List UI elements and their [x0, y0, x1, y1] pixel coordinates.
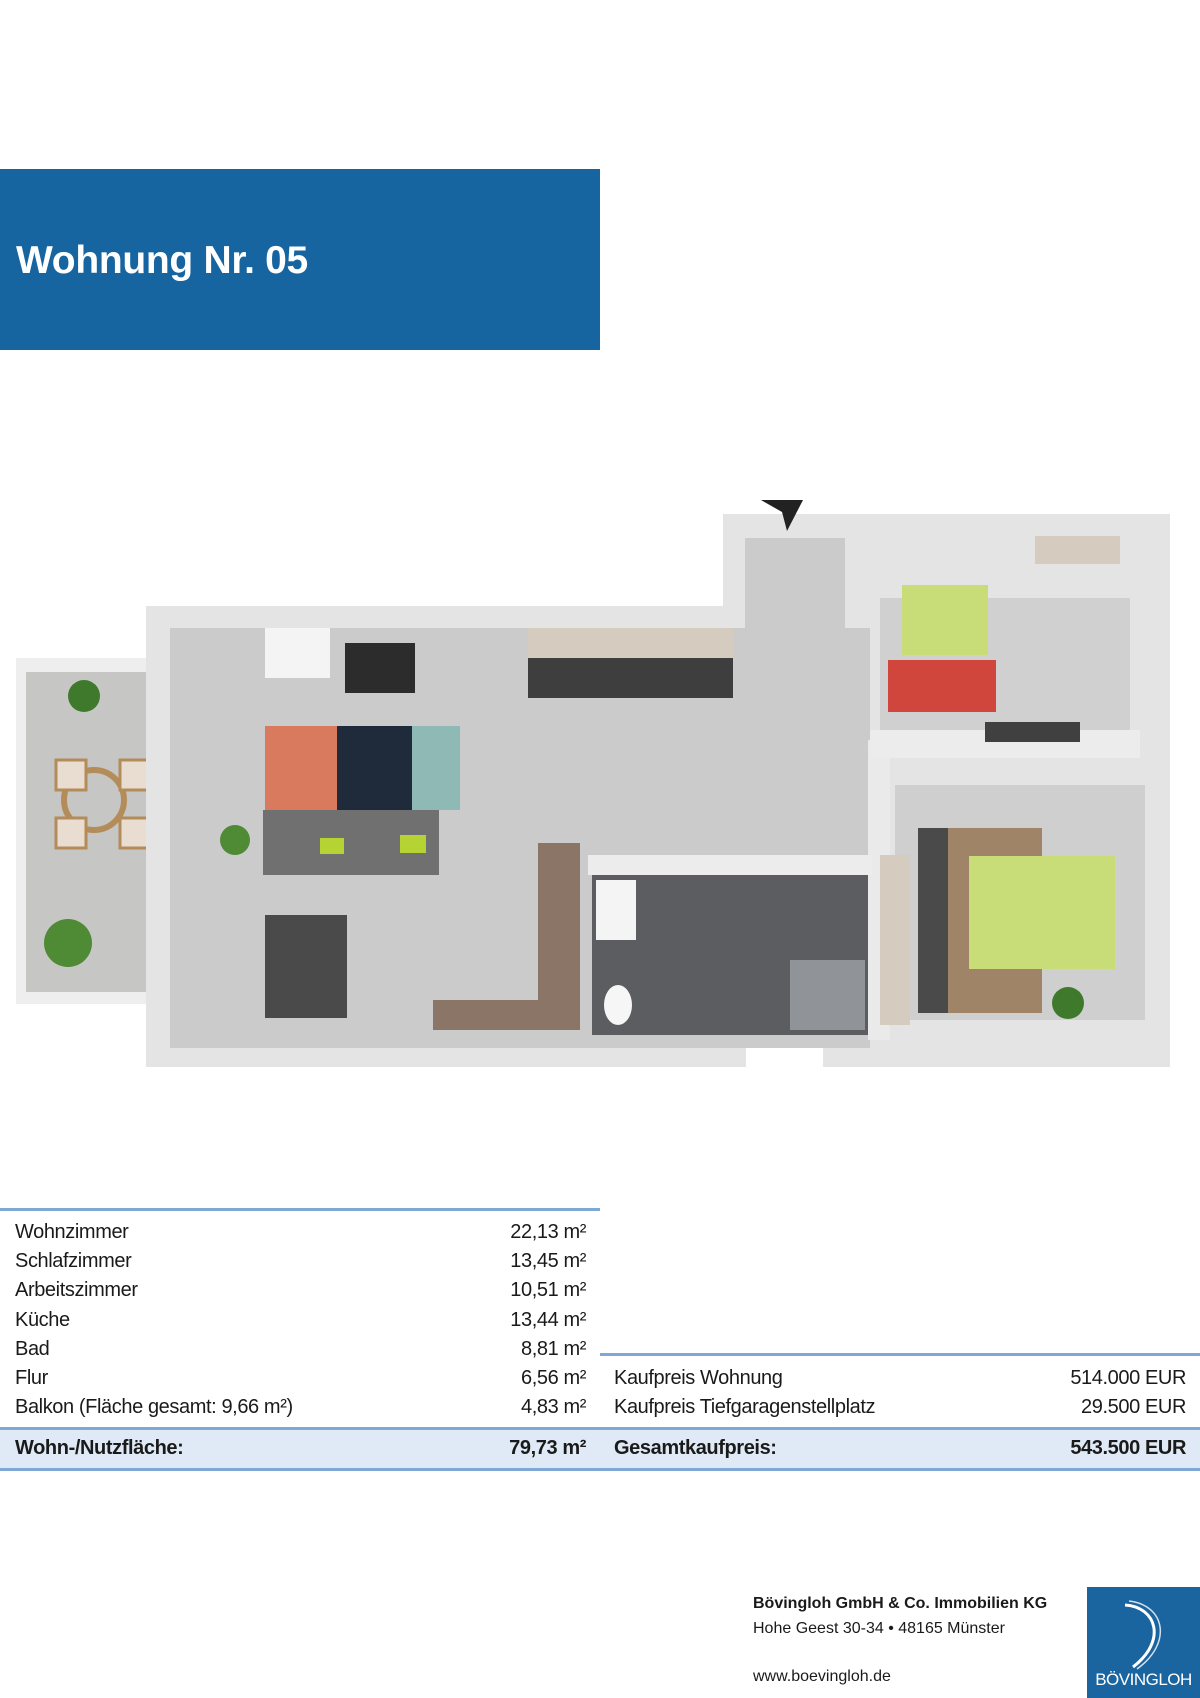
total-price-value: 543.500 EUR — [1070, 1437, 1186, 1459]
company-logo — [1087, 1587, 1200, 1698]
area-label: Flur — [15, 1367, 48, 1389]
plant-icon — [68, 680, 100, 712]
logo-arc-icon — [1087, 1591, 1200, 1671]
bathroom — [588, 855, 872, 1035]
total-area-value: 79,73 m² — [509, 1437, 586, 1459]
floor-plan — [0, 490, 1200, 1080]
title-banner — [0, 169, 600, 350]
area-label: Balkon (Fläche gesamt: 9,66 m²) — [15, 1396, 293, 1418]
area-label: Schlafzimmer — [15, 1250, 132, 1272]
plant-icon — [220, 825, 250, 855]
price-label: Kaufpreis Tiefgaragenstellplatz — [614, 1396, 876, 1418]
price-value: 514.000 EUR — [1070, 1367, 1186, 1389]
plant-icon — [1052, 987, 1084, 1019]
logo-text: BÖVINGLOH — [1095, 1670, 1192, 1689]
area-row — [15, 1335, 586, 1364]
dining-table — [265, 915, 347, 1018]
total-area-row — [15, 1434, 586, 1463]
company-address: Hohe Geest 30-34 • 48165 Münster — [753, 1620, 1005, 1637]
areas-top-rule — [0, 1208, 600, 1211]
page-title: Wohnung Nr. 05 — [16, 239, 308, 282]
price-row — [614, 1393, 1186, 1422]
company-website[interactable]: www.boevingloh.de — [753, 1668, 891, 1685]
area-value: 13,44 m² — [510, 1309, 586, 1331]
price-value: 29.500 EUR — [1081, 1396, 1186, 1418]
total-price-row — [614, 1434, 1186, 1463]
area-value: 10,51 m² — [510, 1279, 586, 1301]
price-label: Kaufpreis Wohnung — [614, 1367, 783, 1389]
area-value: 8,81 m² — [520, 1338, 586, 1360]
price-row — [614, 1364, 1186, 1393]
area-value: 6,56 m² — [520, 1367, 586, 1389]
company-name: Bövingloh GmbH & Co. Immobilien KG — [753, 1595, 1048, 1612]
plant-icon — [44, 919, 92, 967]
total-area-label: Wohn-/Nutzfläche: — [15, 1437, 184, 1459]
area-label: Wohnzimmer — [15, 1221, 129, 1243]
area-row — [15, 1306, 586, 1335]
area-value: 22,13 m² — [510, 1221, 586, 1243]
area-row — [15, 1364, 586, 1393]
area-row — [15, 1276, 586, 1305]
area-row — [15, 1393, 586, 1422]
area-label: Arbeitszimmer — [15, 1279, 138, 1301]
area-value: 4,83 m² — [520, 1396, 586, 1418]
prices-top-rule — [600, 1353, 1200, 1356]
area-value: 13,45 m² — [510, 1250, 586, 1272]
area-label: Bad — [15, 1338, 50, 1360]
area-row — [15, 1247, 586, 1276]
total-price-label: Gesamtkaufpreis: — [614, 1437, 777, 1459]
area-label: Küche — [15, 1309, 70, 1331]
area-row — [15, 1218, 586, 1247]
